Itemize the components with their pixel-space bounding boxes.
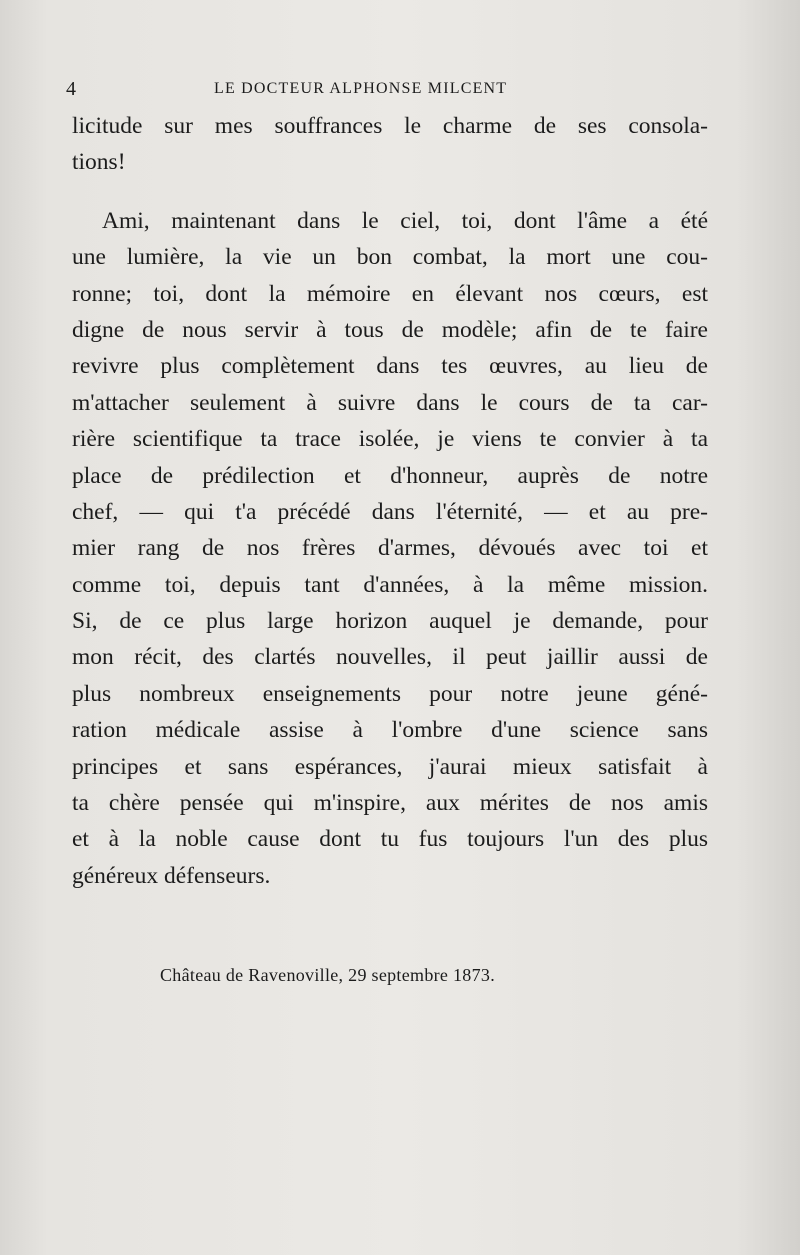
text-line: Si, de ce plus large horizon auquel je demande, pour [72,608,708,635]
text-line: tions! [72,149,126,176]
running-head [66,78,706,102]
page-number: 4 [66,78,76,100]
text-line: Ami, maintenant dans le ciel, toi, dont l'âme a été [102,207,708,234]
text-line: licitude sur mes souffrances le charme de ses consola- [72,113,708,139]
text-line: ta chère pensée qui m'inspire, aux mérites de nos amis [72,790,708,817]
signature-line: Château de Ravenoville, 29 septembre 1873. [160,965,496,985]
text-line: ration médicale assise à l'ombre d'une science sans [72,717,708,744]
text-line: mier rang de nos frères d'armes, dévoués avec toi et [72,535,708,562]
text-line: place de prédilection et d'honneur, auprès de notre [72,462,708,489]
text-line: chef, — qui t'a précédé dans l'éternité, — et au pre- [72,498,708,525]
text-line: rière scientifique ta trace isolée, je viens te convier à ta [72,426,708,453]
text-line: généreux défenseurs. [72,862,271,889]
text-line: mon récit, des clartés nouvelles, il peut jaillir aussi de [72,644,708,671]
text-line: une lumière, la vie un bon combat, la mort une cou- [72,244,708,271]
text-line: revivre plus complètement dans tes œuvres, au lieu de [72,353,708,380]
body-text [72,108,708,894]
text-line: principes et sans espérances, j'aurai mieux satisfait à [72,753,708,780]
text-line: m'attacher seulement à suivre dans le cours de ta car- [72,389,708,416]
text-line: plus nombreux enseignements pour notre jeune géné- [72,680,708,707]
text-line: et à la noble cause dont tu fus toujours l'un des plus [72,826,708,853]
paragraph-gap [72,181,708,203]
running-title: LE DOCTEUR ALPHONSE MILCENT [214,80,508,97]
text-line: comme toi, depuis tant d'années, à la même mission. [72,571,708,598]
text-line: ronne; toi, dont la mémoire en élevant nos cœurs, est [72,280,708,307]
text-line: digne de nous servir à tous de modèle; afin de te faire [72,316,708,343]
